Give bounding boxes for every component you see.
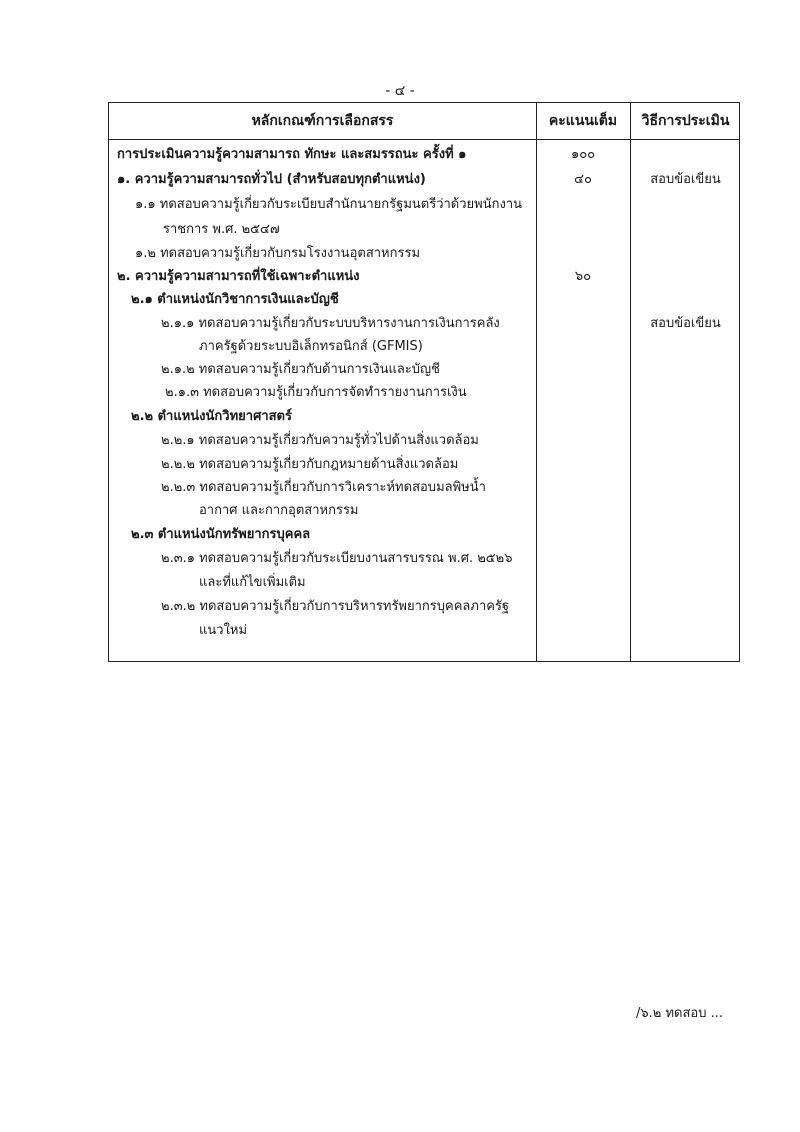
table-row bbox=[109, 313, 741, 335]
row-text: ๒.๑.๓ ทดสอบความรู้เกี่ยวกับการจัดทำรายงานการเงิน bbox=[165, 385, 467, 400]
row-text: ๒.๒.๑ ทดสอบความรู้เกี่ยวกับความรู้ทั่วไปด้านสิ่งแวดล้อม bbox=[161, 433, 479, 448]
row-text: ๒.๑.๑ ทดสอบความรู้เกี่ยวกับระบบบริหารงานการเงินการคลัง bbox=[161, 316, 500, 331]
table-row bbox=[109, 219, 741, 241]
row-text: แนวใหม่ bbox=[199, 623, 248, 638]
table-row bbox=[109, 524, 741, 546]
header-score: คะแนนเต็ม bbox=[548, 113, 618, 129]
row-text: ๑.๒ ทดสอบความรู้เกี่ยวกับกรมโรงงานอุตสาหกรรม bbox=[135, 246, 421, 261]
table-row bbox=[109, 194, 741, 216]
header-method: วิธีการประเมิน bbox=[641, 113, 730, 129]
row-text: ๒.๒.๓ ทดสอบความรู้เกี่ยวกับการวิเคราะห์ทดสอบมลพิษน้ำ bbox=[161, 480, 486, 495]
table-row bbox=[109, 406, 741, 428]
row-text: ๒.๓.๑ ทดสอบความรู้เกี่ยวกับระเบียบงานสารบรรณ พ.ศ. ๒๕๒๖ bbox=[161, 551, 513, 566]
row-score: ๖๐ bbox=[574, 269, 592, 284]
row-text: การประเมินความรู้ความสามารถ ทักษะ และสมรรถนะ ครั้งที่ ๑ bbox=[117, 147, 467, 162]
row-text: ๑. ความรู้ความสามารถทั่วไป (สำหรับสอบทุกตำแหน่ง) bbox=[117, 172, 426, 187]
table-row bbox=[109, 359, 741, 381]
row-score: ๑๐๐ bbox=[570, 147, 596, 162]
table-row bbox=[109, 430, 741, 452]
table-row bbox=[109, 500, 741, 522]
table-row bbox=[109, 572, 741, 594]
row-text: ๒.๑.๒ ทดสอบความรู้เกี่ยวกับด้านการเงินและบัญชี bbox=[161, 362, 440, 377]
table-row bbox=[109, 243, 741, 265]
header-criteria: หลักเกณฑ์การเลือกสรร bbox=[251, 113, 394, 129]
row-method: สอบข้อเขียน bbox=[650, 316, 721, 331]
table-row bbox=[109, 169, 741, 191]
table-row bbox=[109, 266, 741, 288]
row-text: ๒.๓.๒ ทดสอบความรู้เกี่ยวกับการบริหารทรัพยากรบุคคลภาครัฐ bbox=[161, 599, 510, 614]
row-text: อากาศ และกากอุตสาหกรรม bbox=[199, 503, 359, 518]
table-row bbox=[109, 144, 741, 166]
table-row bbox=[109, 289, 741, 311]
row-text: ภาครัฐด้วยระบบอิเล็กทรอนิกส์ (GFMIS) bbox=[199, 339, 423, 354]
row-text: ๒. ความรู้ความสามารถที่ใช้เฉพาะตำแหน่ง bbox=[117, 269, 360, 284]
page-number: - ๔ - bbox=[385, 83, 415, 99]
criteria-table bbox=[108, 102, 740, 662]
row-text: และที่แก้ไขเพิ่มเติม bbox=[199, 575, 306, 590]
row-text: ๒.๓ ตำแหน่งนักทรัพยากรบุคคล bbox=[131, 527, 311, 542]
table-row bbox=[109, 336, 741, 358]
row-text: ๒.๒.๒ ทดสอบความรู้เกี่ยวกับกฎหมายด้านสิ่งแวดล้อม bbox=[161, 457, 459, 472]
row-text: ๑.๑ ทดสอบความรู้เกี่ยวกับระเบียบสำนักนายกรัฐมนตรีว่าด้วยพนักงาน bbox=[135, 197, 523, 212]
header-divider bbox=[109, 139, 739, 140]
table-row bbox=[109, 382, 741, 404]
continuation-note: /๖.๒ ทดสอบ ... bbox=[636, 1006, 724, 1021]
row-score: ๔๐ bbox=[574, 172, 592, 187]
table-row bbox=[109, 454, 741, 476]
table-row bbox=[109, 596, 741, 618]
row-text: ๒.๒ ตำแหน่งนักวิทยาศาสตร์ bbox=[131, 409, 292, 424]
row-text: ๒.๑ ตำแหน่งนักวิชาการเงินและบัญชี bbox=[131, 292, 339, 307]
table-row bbox=[109, 477, 741, 499]
table-row bbox=[109, 620, 741, 642]
row-text: ราชการ พ.ศ. ๒๕๔๗ bbox=[163, 222, 280, 237]
row-method: สอบข้อเขียน bbox=[650, 172, 721, 187]
table-row bbox=[109, 548, 741, 570]
